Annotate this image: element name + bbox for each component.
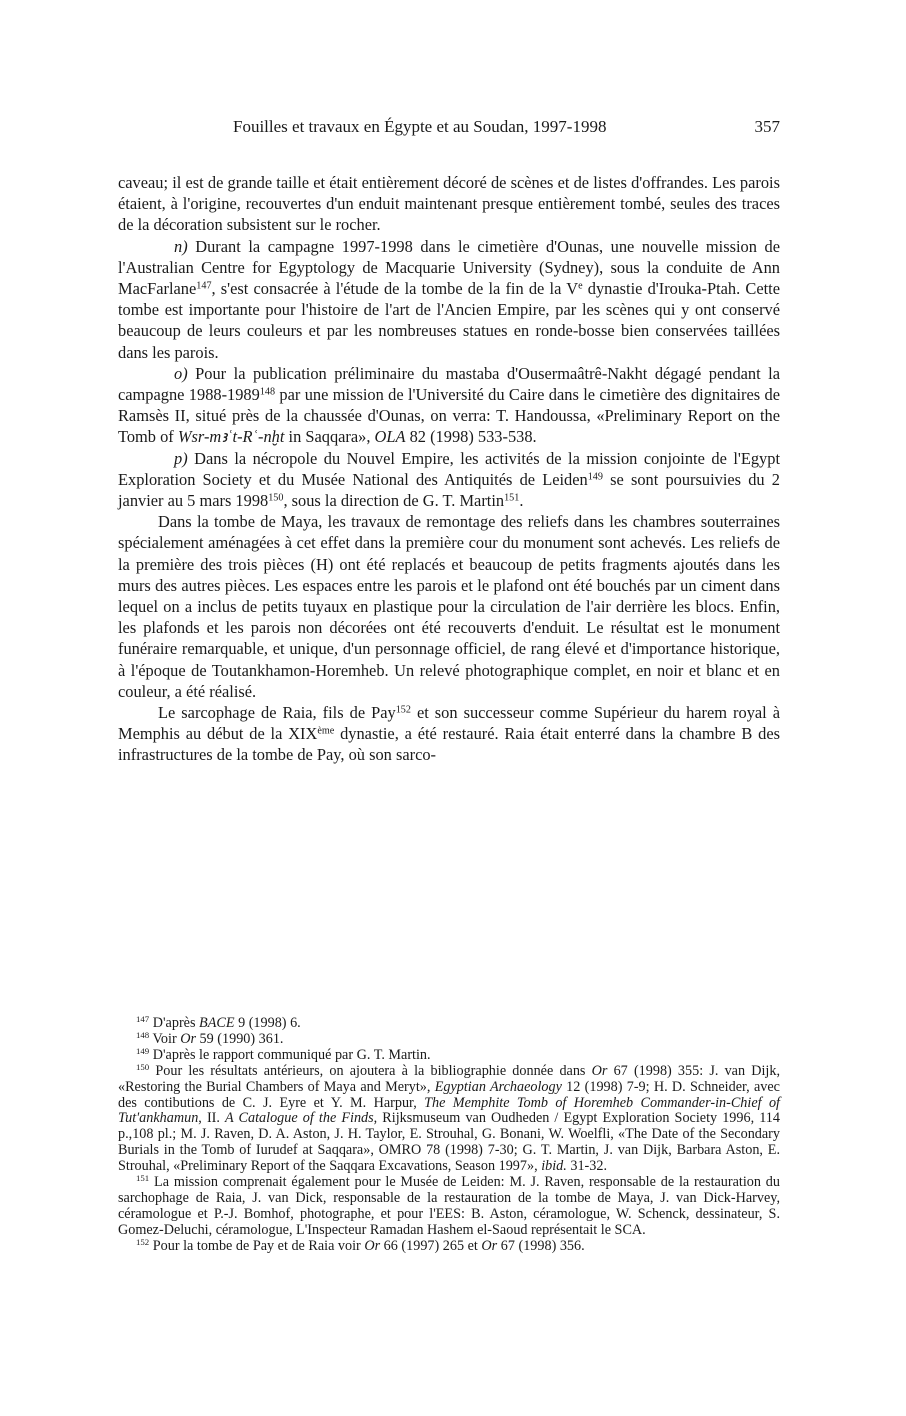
- paragraph-text: caveau; il est de grande taille et était entièrement décoré de scènes et de listes d'offrandes. Les parois étaient, à l'origine, recouvertes d'un enduit maintenant presque entièrement tombé, seules des traces de la décoration subsistent sur le rocher.: [118, 173, 780, 235]
- journal-title: Or: [481, 1237, 498, 1254]
- footnote-ref-150[interactable]: 150: [268, 492, 284, 504]
- paragraph-text: par une mission de l'Université du Caire dans le cimetière des dignitaires de Ramsès II, situé près de la chaussée d'Ounas, on verra: T. Handoussa, «Preliminary Report on the Tomb of: [118, 385, 780, 447]
- footnote-text: 59 (1990) 361.: [196, 1030, 284, 1047]
- paragraph-p: [118, 448, 780, 512]
- journal-title: Or: [180, 1030, 196, 1047]
- paragraph-text: Le sarcophage de Raia, fils de Pay: [158, 703, 396, 723]
- footnote-text: 67 (1998) 355: J. van Dijk, «Restoring the Burial Chambers of Maya and Meryt»,: [118, 1062, 780, 1095]
- footnote-149: [118, 1045, 780, 1064]
- main-text: [118, 172, 780, 766]
- journal-title: OLA: [374, 427, 406, 447]
- footnote-ref-147[interactable]: 147: [196, 280, 212, 292]
- paragraph-text: dynastie d'Irouka-Ptah. Cette tombe est importante pour l'histoire de l'art de l'Ancien Empire, par les scènes qui y ont conservé beaucoup de leurs couleurs et par les nombreuses statues en ronde-bosse bien conservées taillées dans les parois.: [118, 279, 780, 362]
- footnote-text: , II.: [198, 1110, 226, 1127]
- paragraph-text: 82 (1998) 533-538.: [405, 427, 537, 447]
- footnote-text: 66 (1997) 265 et: [380, 1237, 482, 1254]
- footnote-text: 12 (1998) 7-9; H. D. Schneider, avec des contibutions de C. J. Eyre et Y. M. Harpur,: [118, 1078, 780, 1111]
- book-title: The Memphite Tomb of Horemheb Commander-in-Chief of Tut'ankhamun: [118, 1094, 780, 1127]
- paragraph-caveau: [118, 172, 780, 236]
- item-label: n): [174, 236, 188, 256]
- superscript-eme: ème: [317, 725, 335, 737]
- footnote-147: [118, 1016, 780, 1032]
- paragraph-text: , s'est consacrée à l'étude de la tombe de la fin de la V: [211, 279, 579, 299]
- paragraph-text: Pour la publication préliminaire du mastaba d'Ousermaâtrê-Nakht dégagé pendant la campagne 1988-1989: [118, 363, 780, 405]
- paragraph-n: [118, 236, 780, 363]
- footnote-text: 67 (1998) 356.: [497, 1237, 585, 1254]
- footnote-number: 151: [136, 1173, 150, 1184]
- paragraph-maya: [118, 511, 780, 702]
- footnote-text: 9 (1998) 6.: [234, 1015, 301, 1031]
- paragraph-text: Dans la nécropole du Nouvel Empire, les activités de la mission conjointe de l'Egypt Exploration Society et du Musée National des Antiquités de Leiden: [118, 448, 780, 489]
- paragraph-o: [118, 363, 780, 448]
- page-number: 357: [754, 117, 780, 136]
- paragraph-text: Durant la campagne 1997-1998 dans le cimetière d'Ounas, une nouvelle mission de l'Australian Centre for Egyptology de Macquarie University (Sydney), sous la conduite de Ann MacFarlane: [118, 236, 780, 299]
- footnote-text: La mission comprenait également pour le Musée de Leiden: M. J. Raven, responsable de la restauration du sarchophage de Raia, J. van Dick, responsable de la restauration de la tombe de Maya, J. van Dick-Harvey, céramologue et P.-J. Bomhof, photographe, et pour l'EES: B. Aston, céramologue, W. Schenck, dessinateur, S. Gomez-Deluchi, céramologue, L'Inspecteur Ramadan Hashem el-Saoud représentait le SCA.: [118, 1174, 780, 1238]
- journal-title: Or: [364, 1237, 381, 1254]
- footnote-148: [118, 1032, 780, 1048]
- journal-title: BACE: [199, 1015, 235, 1031]
- paragraph-text: Dans la tombe de Maya, les travaux de remontage des reliefs dans les chambres souterraines spécialement aménagées à cet effet dans la première cour du monument sont achevés. Les reliefs de la première des trois pièces (H) ont été replacés et beaucoup de petits fragments ajoutés dans les murs des autres pièces. Les espaces entre les parois et le plafond ont été bouchés par un ciment dans lequel on a inclus de petits tuyaux en plastique pour la circulation de l'air derrière les blocs. Enfin, les plafonds et les parois non décorées ont été recouverts d'enduit. Le résultat est le monument funéraire remarquable, et unique, d'un personnage officiel, de rang élevé et d'importance historique, à l'époque de Toutankhamon-Horemheb. Un relevé photographique complet, en noir et blanc et en couleur, a été réalisé.: [118, 512, 780, 701]
- paragraph-text: in Saqqara»,: [284, 427, 375, 447]
- footnote-text: , Rijksmuseum van Oudheden / Egypt Exploration Society 1996, 114 p.,108 pl.; M. J. Raven, D. A. Aston, J. H. Taylor, E. Strouhal, G. Bonani, W. Woelfli, «The Date of the Secondary Burials in the Tomb of Iurudef at Saqqara», OMRO 78 (1998) 7-30; G. T. Martin, J. van Dijk, Barbara Aston, E. Strouhal, «Preliminary Report of the Saqqara Excavations, Season 1997»,: [118, 1110, 780, 1175]
- footnote-text: D'après: [149, 1015, 200, 1031]
- footnote-text: D'après le rapport communiqué par G. T. Martin.: [149, 1046, 431, 1063]
- paragraph-raia: [118, 702, 780, 766]
- running-title: Fouilles et travaux en Égypte et au Soudan, 1997-1998: [233, 117, 607, 136]
- running-header: [233, 117, 780, 141]
- paragraph-text: et son successeur comme Supérieur du harem royal à Memphis au début de la XIX: [118, 703, 781, 744]
- footnote-150: [118, 1061, 780, 1175]
- footnote-text: 31-32.: [566, 1158, 608, 1175]
- transliteration: Wsr-mꜣʿt-Rʿ-nḫt: [177, 427, 285, 447]
- paragraph-text: dynastie, a été restauré. Raia était enterré dans la chambre B des infrastructures de la tombe de Pay, où son sarco-: [118, 724, 780, 765]
- footnote-number: 147: [136, 1014, 150, 1025]
- footnote-text: Pour la tombe de Pay et de Raia voir: [149, 1237, 365, 1254]
- paragraph-text: se sont poursuivies du 2 janvier au 5 mars 1998: [118, 469, 780, 511]
- item-label: o): [174, 363, 188, 383]
- footnote-number: 152: [136, 1236, 150, 1247]
- footnotes: [118, 1016, 780, 1255]
- footnote-text: Voir: [149, 1030, 181, 1047]
- footnote-number: 148: [136, 1030, 150, 1041]
- superscript-e: e: [578, 280, 583, 292]
- footnote-number: 149: [136, 1045, 150, 1056]
- footnote-ref-152[interactable]: 152: [395, 704, 411, 716]
- journal-title: Egyptian Archaeology: [434, 1078, 562, 1095]
- paragraph-text: .: [519, 491, 524, 511]
- item-label: p): [174, 448, 188, 468]
- journal-title: Or: [591, 1062, 608, 1079]
- footnote-ref-151[interactable]: 151: [504, 492, 520, 504]
- book-title: A Catalogue of the Finds: [225, 1110, 374, 1127]
- footnote-number: 150: [136, 1061, 150, 1072]
- paragraph-text: , sous la direction de G. T. Martin: [283, 491, 505, 511]
- footnote-ref-149[interactable]: 149: [587, 471, 603, 483]
- footnote-text: Pour les résultats antérieurs, on ajoutera à la bibliographie donnée dans: [149, 1062, 592, 1079]
- footnote-ref-148[interactable]: 148: [259, 386, 276, 398]
- ibid-abbreviation: ibid.: [541, 1158, 567, 1175]
- footnote-151: [118, 1175, 780, 1239]
- footnote-152: [118, 1236, 780, 1255]
